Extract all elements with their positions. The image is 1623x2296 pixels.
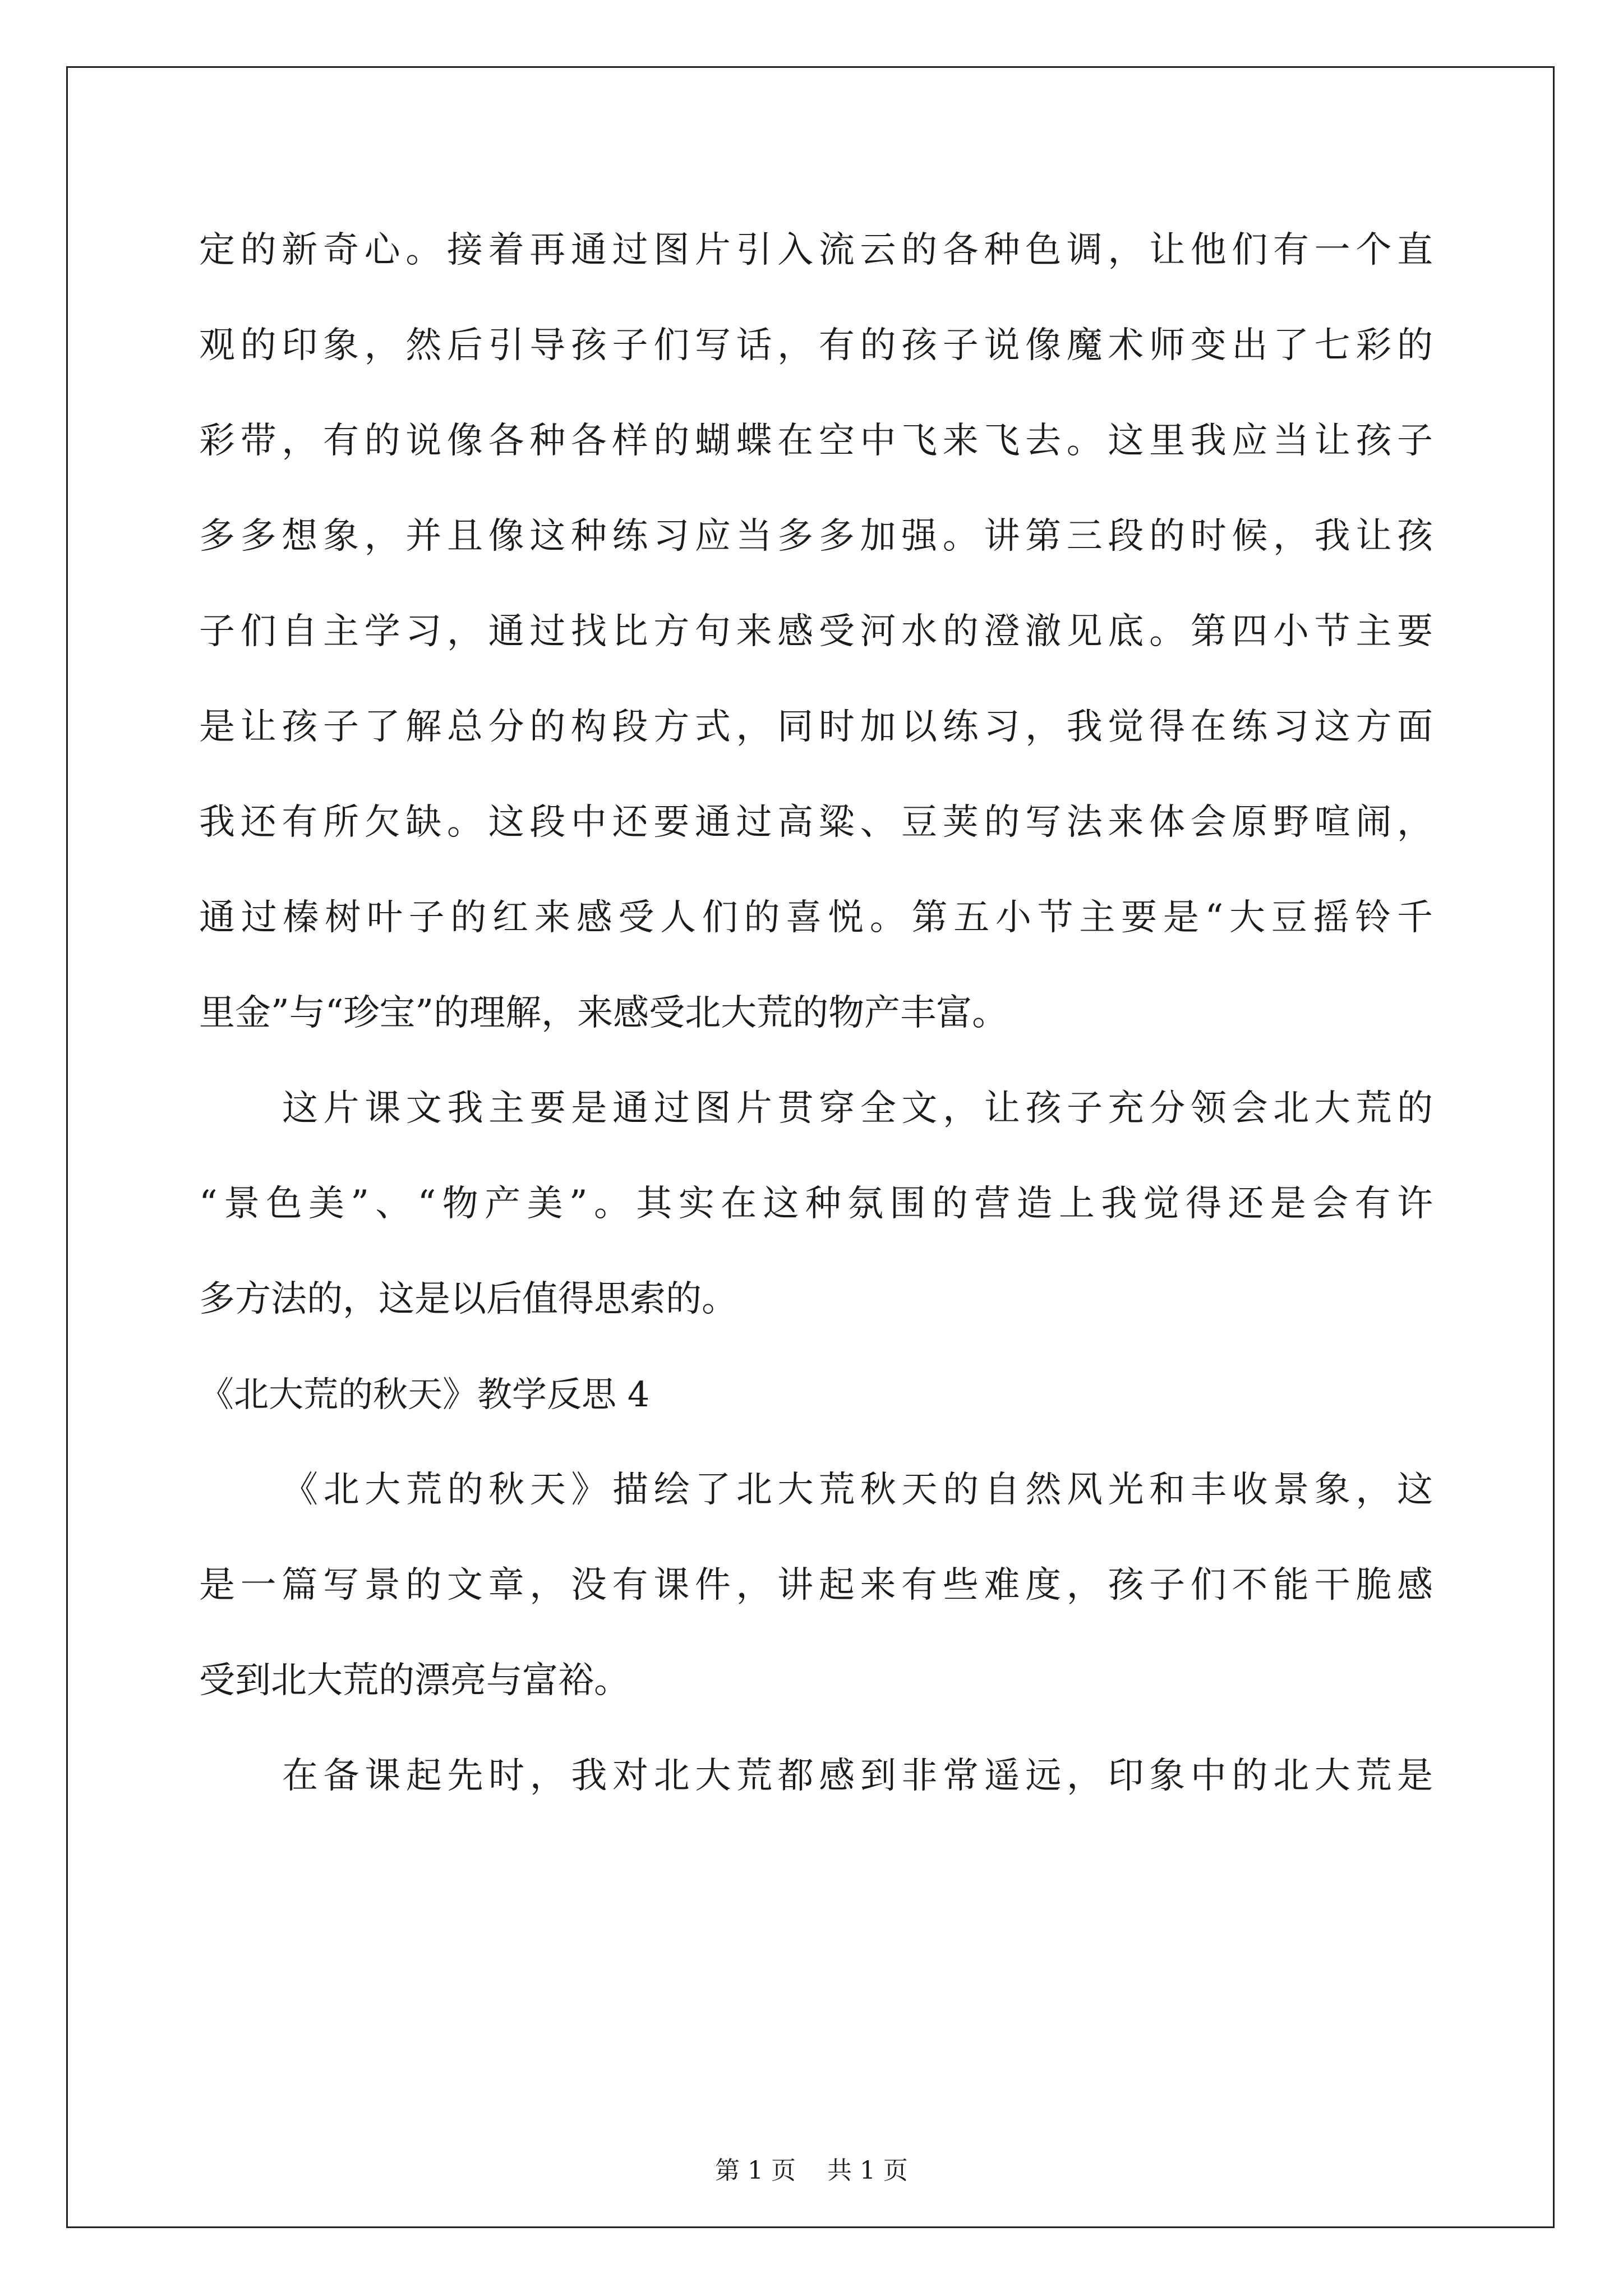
paragraph-line: 受到北大荒的漂亮与富裕。: [199, 1660, 630, 1701]
page-footer: 第 1 页 共 1 页: [715, 2156, 908, 2185]
paragraph-line: 定的新奇心。接着再通过图片引入流云的各种色调，让他们有一个直: [199, 229, 1433, 271]
paragraph-line: 子们自主学习，通过找比方句来感受河水的澄澈见底。第四小节主要: [199, 611, 1433, 652]
paragraph-line: 多多想象，并且像这种练习应当多多加强。讲第三段的时候，我让孩: [199, 516, 1433, 557]
paragraph-line: 在备课起先时，我对北大荒都感到非常遥远，印象中的北大荒是: [282, 1755, 1433, 1797]
paragraph-line: 观的印象，然后引导孩子们写话，有的孩子说像魔术师变出了七彩的: [199, 325, 1433, 366]
paragraph-line: 我还有所欠缺。这段中还要通过高粱、豆荚的写法来体会原野喧闹，: [199, 802, 1433, 843]
paragraph-line: 这片课文我主要是通过图片贯穿全文，让孩子充分领会北大荒的: [282, 1088, 1433, 1129]
paragraph-line: 通过榛树叶子的红来感受人们的喜悦。第五小节主要是“大豆摇铃千: [199, 897, 1433, 938]
paragraph-line: 里金”与“珍宝”的理解，来感受北大荒的物产丰富。: [199, 992, 1008, 1034]
paragraph-line: 《北大荒的秋天》描绘了北大荒秋天的自然风光和丰收景象，这: [282, 1469, 1433, 1511]
section-heading: 《北大荒的秋天》教学反思 4: [199, 1374, 650, 1415]
paragraph-line: 是让孩子了解总分的构段方式，同时加以练习，我觉得在练习这方面: [199, 706, 1433, 748]
paragraph-line: 彩带，有的说像各种各样的蝴蝶在空中飞来飞去。这里我应当让孩子: [199, 420, 1433, 462]
paragraph-line: 多方法的，这是以后值得思索的。: [199, 1278, 737, 1320]
paragraph-line: “景色美”、“物产美”。其实在这种氛围的营造上我觉得还是会有许: [199, 1183, 1433, 1225]
document-body: [199, 212, 1433, 1833]
paragraph-line: 是一篇写景的文章，没有课件，讲起来有些难度，孩子们不能干脆感: [199, 1565, 1433, 1606]
